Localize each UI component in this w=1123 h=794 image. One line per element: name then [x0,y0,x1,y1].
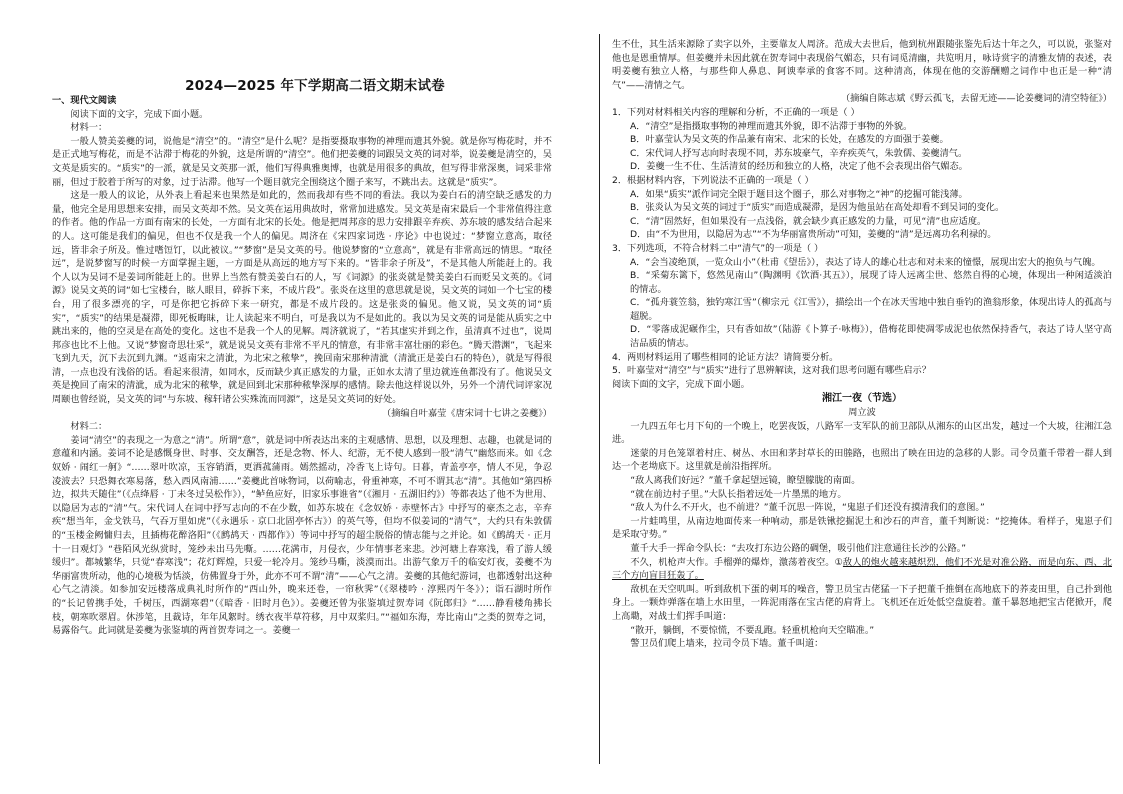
story-paragraph: 迷蒙的月色笼罩着村庄、树丛、水田和茅封草长的田塍路，也照出了映在田边的急移的人影。司令员董千带着一群人到达一个老坳底下。这里就是前沿指挥所。 [612,447,1112,473]
material-1-label: 材料一： [70,122,108,134]
question-3: 3．下列选项，不符合材料二中“清气”的一项是（ ） [612,242,824,254]
material-2-label: 材料二： [70,421,108,433]
question-1-option-b: B．叶嘉莹认为吴文英的作品兼有南宋、北宋的长处，在感发的方面强于姜夔。 [630,134,949,146]
question-5: 5．叶嘉莹对“清空”与“质实”进行了思辨解读，这对我们思考问题有哪些启示？ [612,365,931,377]
question-1-option-c: C．宋代词人抒写志向时表现不同，苏东坡豪气，辛弃疾英气，朱敦儒、姜夔清气。 [630,147,968,159]
material-1-paragraph: 一般人赞美姜夔的词，说他是“清空”的。“清空”是什么呢？是指要摄取事物的神理而遗其外貌。就是你写梅花时，并不是正式地写梅花，而是不沾滞于梅花的外貌，这是所谓的“清空”。他们把姜夔的词跟吴文英的词对举，说姜夔是清空的，吴文英是质实的。“质实”的一派，就是吴文英那一派，他们写得典雅奥博，也就是用很多的典故，但写得非常深奥，词采非常 丽，但过于胶着于所写的对象，过于沾滞。他写一个题目就完全围绕这个圈子来写，不跳出去。这就是“质实”。 [52,135,552,188]
story-paragraph: “敌人离我们好远？”董千拿起望远镜，瞭望朦胧的南面。 [630,475,861,486]
question-3-option-b: B．“采菊东篱下，悠然见南山”（陶渊明《饮酒·其五》），展现了诗人远离尘世、悠然自得的心境，体现出一种闲适淡泊的情志。 [630,270,1112,295]
question-4: 4．两则材料运用了哪些相同的论证方法？请简要分析。 [612,351,839,363]
story-paragraph: 董千大手一挥命令队长：“去攻打东边公路的碉堡，吸引他们注意通往长沙的公路。” [630,542,967,554]
question-3-option-d: D．“零落成泥碾作尘，只有香如故”（陆游《卜算子·咏梅》），借梅花即使凋零成泥也依然保持香气，表达了诗人坚守高洁品质的情志。 [630,324,1112,350]
question-1-option-d: D．姜夔一生不仕、生活清贫的经历和独立的人格，决定了他不会表现出俗气媚态。 [630,161,968,173]
exam-title: 2024—2025 年下学期高二语文期末试卷 [185,78,445,94]
question-1: 1．下列对材料相关内容的理解和分析，不正确的一项是（ ） [612,106,860,118]
material-1-source: （摘编自叶嘉莹《唐宋词十七讲之姜夔》） [382,407,552,419]
question-3-option-c: C．“孤舟蓑笠翁，独钓寒江雪”（柳宗元《江雪》），描绘出一个在冰天雪地中独自垂钓的渔翁形象，体现出诗人的孤高与超脱。 [630,297,1112,322]
question-2-option-b: B．张炎认为吴文英的词过于“质实”而造成凝滞，是因为他虽站在高处却看不到吴词的变化。 [630,202,1005,214]
reading-intro: 阅读下面的文字，完成下面小题。 [70,108,209,120]
story-author: 周立波 [848,407,876,419]
reading-intro-2: 阅读下面的文字，完成下面小题。 [612,378,750,390]
story-paragraph: “敌人为什么不开火，也不前进？”董千沉思一阵说，“鬼崽子们还没有摸清我们的意图。” [630,502,985,514]
left-column [52,94,552,638]
question-2-option-d: D．由“不为世用，以隐居为志”“不为华丽富贵所动”可知，姜夔的“清”是远离功名利禄的。 [630,229,997,241]
material-2-continuation: 生不仕，其生活来源除了卖字以外，主要靠友人周济。范成大去世后，他到杭州跟随张鉴先后达十年之久，可以说，张鉴对他也是恩重情厚。但姜夔并未因此就在贺寿词中表现俗气媚态，只有词觅清幽，共览明月，咏诗赏字的清雅友情的表述，表明姜夔有独立人格，与那些仰人鼻息、阿谀奉承的食客不同。这种清高，体现在他的交游酬赠之词作中也正是一种“清气”——清情之气。 [612,39,1112,91]
story-paragraph [612,556,1112,583]
story-text: 不久，机枪声大作。手榴弹的爆炸，激荡着夜空。① [630,556,843,568]
story-paragraph: 敌机在天空叽叫。听到敌机下蛋的刺耳的噪音，警卫员宝古佬猛一下子把董千推倒在高地底下的荞麦田里，自己扑到他身上。一颗炸弹落在墙上水田里，一阵泥雨落在宝古佬的肩背上。飞机还在近处低空盘旋着。董千暴怒地把宝古佬掀开，爬上高墈，对战士们挥手叫道： [612,583,1112,622]
question-2: 2．根据材料内容，下列说法不正确的一项是（ ） [612,174,814,186]
material-2-source: （摘编自陈志斌《野云孤飞，去留无迹——论姜夔词的清空特征》） [840,93,1112,105]
story-paragraph: “就在前边村子里。”大队长指着远处一片墨黑的地方。 [630,488,847,500]
story-paragraph: 一九四五年七月下旬的一个晚上，吃罢夜饭，八路军一支军队的前卫部队从湘东的山区出发，越过一个大坡，往湘江急进。 [612,420,1112,446]
material-1-paragraph: 这是一般人的议论，从外表上看起来也果然是如此的，然而我却有些不同的看法。我以为姜白石的清空缺乏感发的力量，他完全是用思想来安排，而吴文英却不然。吴文英在运用典故时，常常加进感发。吴文英是南宋最后一个非常值得注意的作者。他的作品一方面有南宋的长处，一方面有北宋的长处。他是把周邦彦的思力安排跟辛弃疾、苏东坡的感发结合起来的人。这可能是我们的偏见，但也不仅是我一个人的偏见。周济在《宋四家词选 · 序论》中也说过：“梦窗立意高，取径远，皆非余子所及。惟过嗜饾饤，以此被议。”“梦窗”是吴文英的号。他说梦窗的“立意高”，就是有非常高远的情思。“取径远”，是说梦窗写的时候一方面掌握主题，一方面是从高远的地方写下来的。“皆非余子所及”，不是其他人所能赶上的。我个人以为吴词不是姜词所能赶上的。世界上当然有赞美姜白石的人，写《词源》的张炎就是赞美姜白石而贬吴文英的。《词源》说吴文英的词“如七宝楼台，眩人眼目，碎拆下来，不成片段”。张炎在这里的意思就是说，吴文英的词如一个七宝的楼台，用了很多漂亮的字，可是你把它拆碎下来一研究，都是不成片段的。这是张炎的偏见。他又说，吴文英的词“质实”，“质实”的结果是凝滞，即死板晦昧，让人读起来不明白，可是我以为不是如此的。我以为吴文英的词是能从质实之中跳出来的，他的空灵是在高处的变化。这也不是我一个人的见解。周济就说了，“若其虚实并到之作，虽清真不过也”，说周邦彦也比不上他。又说“梦窗奇思壮采”，就是说吴文英有非常不平凡的情意，有非常丰富壮丽的彩色。“腾天潜渊”，飞起来飞到九天，沉下去沉到九渊。“返南宋之清泚，为北宋之秾挚”，挽回南宋那种清泚（清泚正是姜白石的特色），就是写得很清，一点也没有浅俗的话。看起来很清，如同水，反而缺少真正感发的力量，正如水太清了里边就连鱼都没有了。他说吴文英是挽回了南宋的清泚，成为北宋的秾挚，就是回到北宋那种秾挚深厚的感情。除去他这样说以外，另外一个清代词评家况周颐也曾经说，吴文英的词“与东坡、稼轩诸公实殊流而同源”，这是吴文英词的好处。 [52,190,552,406]
story-paragraph: 一片蛙鸣里，从南边地面传来一种响动，那是铁锹挖掘泥土和沙石的声音，董千判断说：“挖掩体。看样子，鬼崽子们是采取守势。” [612,515,1112,541]
section-heading: 一、现代文阅读 [52,95,117,106]
story-paragraph: 警卫员们爬上墙来，拉司令员下墙。董千叫道： [630,638,824,650]
question-2-option-a: A．如果“质实”派作词完全限于题目这个圈子，那么对事物之“神”的挖掘可能浅薄。 [630,188,968,200]
question-2-option-c: C．“清”固然好，但如果没有一点浅俗，就会缺少真正感发的力量，可见“清”也应适度。 [630,215,987,227]
right-column [612,38,1112,651]
material-2-paragraph: 姜词“清空”的表现之一为意之“清”。所谓“意”，就是词中所表达出来的主观感情、思想，以及理想、志趣，也就是词的意蕴和内涵。姜词不论是感慨身世、时事、交友酬答，还是念物、怀人、纪游，无不使人感到一股“清气”幽悠而来。如《念奴娇 · 闹红一舸》“……翠叶吹凉，玉容销酒，更洒菰蒲雨。嫣然摇动，冷香飞上诗句。日暮，青盖亭亭，情人不见，争忍凌波去？只恐舞衣寒易落，愁入西风南浦……”姜夔此首咏物词，以荷喻志，骨重神寒，不可不谓其志“清”。其他如“第四桥边，拟共天随住”（《点绛唇 · 丁未冬过吴松作》），“鲈鱼应好，旧家乐事谁省”（《湘月 · 五湖旧约》）等都表达了他不为世用、以隐居为志的“清”气。宋代词人在词中抒写志向的不在少数，如苏东坡在《念奴娇 · 赤壁怀古》中抒写的豪杰之志，辛弃疾“想当年，金戈铁马，气吞万里如虎”（《永遇乐 · 京口北固亭怀古》）的英气等，但均不似姜词的“清气”，大约只有朱敦儒的“玉楼金阙慵归去，且插梅花醉洛阳”（《鹧鸪天 · 西都作》）等词中抒写的超尘脱俗的情志能与之并论。如《鹧鸪天 · 正月十一日观灯》“巷陌风光纵赏时，笼纱未出马先嘶。……花满市，月侵衣，少年情事老来悲。沙河塘上春寒浅，看了游人缓缓归”。都城繁华，只觉“春寒浅”；花灯辉煌，只爱一轮冷月。笼纱马嘶，淡漠而出。出游气象万千的临安灯夜，姜夔不为华丽富贵所动，他的心境极为恬淡，仿佛置身于外，此亦不可不谓“清”——心气之清。姜夔的其他纪游词，也都透射出这种心气之清淡。如参加安远楼落成典礼时所作的“西山外，晚来还卷，一帘秋霁”（《翠楼吟 · 淳熙丙午冬》）；诣石湖时所作的“长记曾携手处，千树压，西湖寒碧”（《暗香 · 旧时月色》）。姜夔还曾为张鉴填过贺寿词《阮郎归》“……静看楼角拂长枝，朝寒吹翠眉。休涉笔，且裁诗，年年风絮时。绣衣夜半草符移，月中双桨归。”“福如东海，寿比南山”之类的贺寿之词，易露俗气。此词就是姜夔为张鉴填的两首贺寿词之一。姜夔一 [52,434,552,637]
underlined-sentence: 敌人的炮火越来越炽烈，他们不光是对准公路，而是向东、西、北三个方向盲目狂轰了。 [612,556,1112,582]
column-divider [599,34,600,764]
question-3-option-a: A．“会当凌绝顶，一览众山小”（杜甫《望岳》），表达了诗人的雄心壮志和对未来的憧憬，展现出宏大的抱负与气魄。 [630,256,1101,268]
question-1-option-a: A．“清空”是指摄取事物的神理而遗其外貌，即不沾滞于事物的外貌。 [630,120,913,132]
story-paragraph: “散开，躺倒，不要惊慌，不要乱跑。轻重机枪向天空瞄准。” [630,624,875,636]
story-title: 湘江一夜（节选） [822,393,902,405]
